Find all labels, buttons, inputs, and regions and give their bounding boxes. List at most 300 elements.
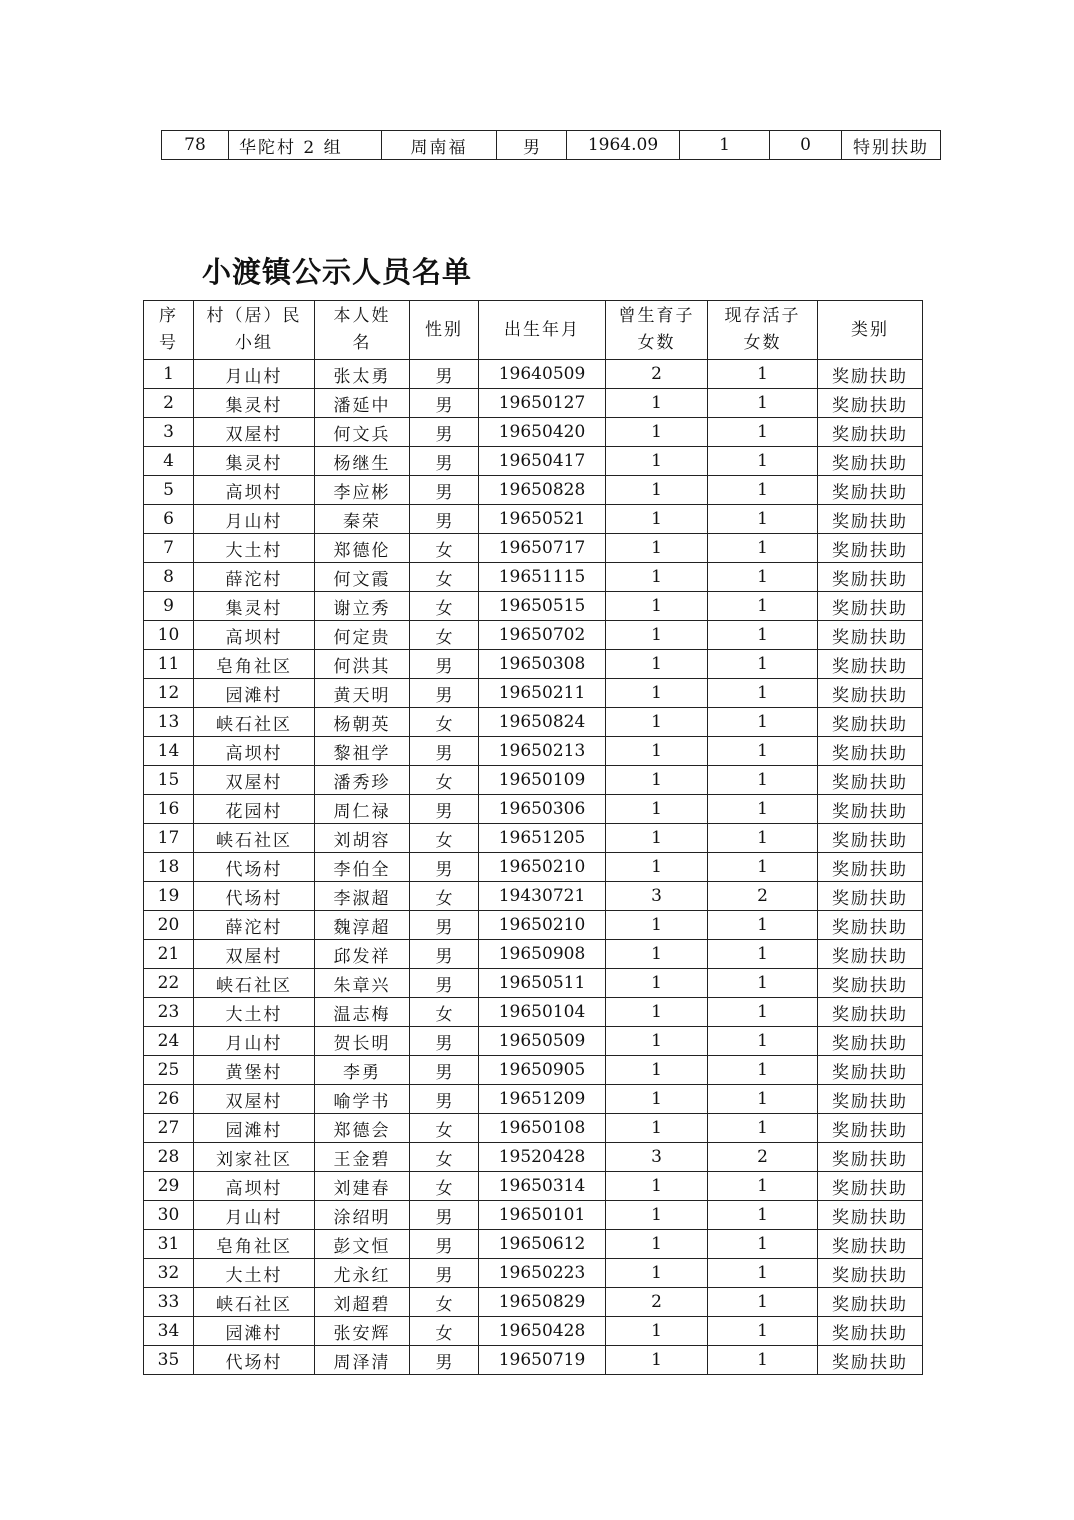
table-row [144,1346,923,1375]
cell-name: 何洪其 [315,650,410,679]
cell-living: 2 [708,1143,818,1172]
cell-born: 1 [606,1201,708,1230]
cell-living: 1 [708,708,818,737]
cell-no: 19 [144,882,194,911]
table-row [144,708,923,737]
cell-category: 奖励扶助 [818,911,923,940]
cell-gender: 男 [410,795,479,824]
table-row [144,360,923,389]
table-row [144,1056,923,1085]
cell-birth: 19650109 [479,766,606,795]
cell-born: 1 [606,969,708,998]
cell-living: 1 [708,1259,818,1288]
cell-category: 奖励扶助 [818,853,923,882]
cell-name: 何文霞 [315,563,410,592]
cell-gender: 女 [410,1143,479,1172]
cell-gender: 男 [410,418,479,447]
table-row [144,1259,923,1288]
cell-village: 月山村 [194,1201,315,1230]
cell-living: 1 [708,476,818,505]
cell-name: 杨朝英 [315,708,410,737]
cell-village: 峡石社区 [194,708,315,737]
cell-living: 1 [708,389,818,418]
cell-living: 1 [708,1201,818,1230]
table-row [144,563,923,592]
cell-birth: 19650211 [479,679,606,708]
cell-gender: 女 [410,621,479,650]
cell-born: 1 [606,911,708,940]
cell-no: 8 [144,563,194,592]
cell-name: 喻学书 [315,1085,410,1114]
cell-born: 1 [606,1172,708,1201]
cell-gender: 男 [410,1346,479,1375]
cell-born: 1 [606,824,708,853]
cell-birth: 19640509 [479,360,606,389]
cell-name: 周南福 [382,131,497,160]
cell-birth: 19651209 [479,1085,606,1114]
table-row [144,1317,923,1346]
cell-living: 1 [708,911,818,940]
cell-category: 奖励扶助 [818,795,923,824]
cell-name: 李应彬 [315,476,410,505]
cell-no: 16 [144,795,194,824]
previous-page-table [161,130,941,160]
cell-gender: 女 [410,766,479,795]
cell-no: 78 [162,131,229,160]
cell-no: 14 [144,737,194,766]
cell-living: 1 [708,1172,818,1201]
cell-category: 奖励扶助 [818,592,923,621]
cell-category: 奖励扶助 [818,1056,923,1085]
cell-gender: 男 [410,853,479,882]
table-row [144,1172,923,1201]
cell-born: 1 [606,563,708,592]
cell-name: 黄天明 [315,679,410,708]
cell-born: 1 [606,998,708,1027]
cell-gender: 女 [410,1317,479,1346]
cell-village: 代场村 [194,1346,315,1375]
cell-gender: 男 [497,131,567,160]
cell-birth: 19650308 [479,650,606,679]
cell-no: 7 [144,534,194,563]
cell-born: 1 [606,447,708,476]
cell-village: 皂角社区 [194,1230,315,1259]
cell-no: 28 [144,1143,194,1172]
cell-village: 集灵村 [194,592,315,621]
table-row [144,592,923,621]
cell-living: 1 [708,1317,818,1346]
cell-gender: 男 [410,650,479,679]
cell-name: 潘延中 [315,389,410,418]
cell-no: 10 [144,621,194,650]
cell-village: 双屋村 [194,940,315,969]
cell-no: 32 [144,1259,194,1288]
cell-category: 奖励扶助 [818,389,923,418]
cell-village: 黄堡村 [194,1056,315,1085]
cell-living: 1 [708,1027,818,1056]
page-title: 小渡镇公示人员名单 [202,255,473,289]
cell-category: 奖励扶助 [818,940,923,969]
cell-name: 郑德会 [315,1114,410,1143]
cell-birth: 19650223 [479,1259,606,1288]
cell-name: 郑德伦 [315,534,410,563]
cell-village: 月山村 [194,1027,315,1056]
cell-gender: 女 [410,708,479,737]
cell-village: 峡石社区 [194,824,315,853]
cell-born: 1 [606,1027,708,1056]
cell-no: 24 [144,1027,194,1056]
cell-born: 1 [606,679,708,708]
cell-name: 李伯全 [315,853,410,882]
cell-gender: 男 [410,389,479,418]
table-row [144,1114,923,1143]
cell-village: 高坝村 [194,621,315,650]
cell-gender: 男 [410,1056,479,1085]
cell-no: 1 [144,360,194,389]
cell-born: 1 [606,737,708,766]
cell-no: 26 [144,1085,194,1114]
cell-name: 何定贵 [315,621,410,650]
cell-living: 1 [708,505,818,534]
cell-category: 奖励扶助 [818,360,923,389]
cell-village: 集灵村 [194,389,315,418]
cell-category: 奖励扶助 [818,650,923,679]
cell-village: 花园村 [194,795,315,824]
cell-category: 奖励扶助 [818,1346,923,1375]
cell-gender: 男 [410,1230,479,1259]
cell-name: 李勇 [315,1056,410,1085]
cell-living: 1 [708,1230,818,1259]
cell-village: 月山村 [194,505,315,534]
cell-birth: 19650828 [479,476,606,505]
cell-living: 2 [708,882,818,911]
table-row [144,737,923,766]
header-row [144,301,923,360]
cell-living: 1 [708,1056,818,1085]
cell-no: 31 [144,1230,194,1259]
table-row [144,998,923,1027]
cell-birth: 19650210 [479,911,606,940]
cell-no: 20 [144,911,194,940]
cell-name: 张安辉 [315,1317,410,1346]
cell-category: 奖励扶助 [818,1172,923,1201]
cell-name: 杨继生 [315,447,410,476]
cell-birth: 19650509 [479,1027,606,1056]
cell-category: 奖励扶助 [818,1027,923,1056]
cell-born: 1 [606,853,708,882]
cell-living: 1 [708,940,818,969]
cell-birth: 19430721 [479,882,606,911]
cell-no: 9 [144,592,194,621]
cell-no: 29 [144,1172,194,1201]
table-row [144,1201,923,1230]
cell-birth: 19650511 [479,969,606,998]
table-row [144,766,923,795]
cell-village: 高坝村 [194,1172,315,1201]
cell-born: 1 [606,650,708,679]
cell-living: 1 [708,998,818,1027]
cell-birth: 19651115 [479,563,606,592]
cell-no: 23 [144,998,194,1027]
cell-gender: 男 [410,911,479,940]
table-row [144,853,923,882]
cell-no: 34 [144,1317,194,1346]
cell-born: 1 [606,418,708,447]
header-living: 现存活子 女数 [708,301,818,360]
cell-village: 代场村 [194,882,315,911]
cell-village: 双屋村 [194,1085,315,1114]
cell-category: 奖励扶助 [818,998,923,1027]
cell-living: 1 [708,969,818,998]
cell-birth: 19650417 [479,447,606,476]
cell-category: 奖励扶助 [818,505,923,534]
cell-gender: 男 [410,679,479,708]
cell-name: 温志梅 [315,998,410,1027]
cell-name: 朱章兴 [315,969,410,998]
cell-no: 5 [144,476,194,505]
cell-no: 3 [144,418,194,447]
table-row [144,476,923,505]
cell-gender: 女 [410,882,479,911]
cell-category: 奖励扶助 [818,476,923,505]
cell-no: 35 [144,1346,194,1375]
table-row [144,621,923,650]
cell-name: 周泽清 [315,1346,410,1375]
cell-village: 皂角社区 [194,650,315,679]
cell-gender: 男 [410,505,479,534]
cell-category: 奖励扶助 [818,1317,923,1346]
header-birth: 出生年月 [479,301,606,360]
cell-village: 高坝村 [194,737,315,766]
cell-category: 奖励扶助 [818,447,923,476]
cell-village: 峡石社区 [194,1288,315,1317]
cell-birth: 19650521 [479,505,606,534]
cell-category: 奖励扶助 [818,708,923,737]
table-row [144,650,923,679]
cell-gender: 男 [410,447,479,476]
cell-birth: 19650127 [479,389,606,418]
cell-living: 1 [708,1085,818,1114]
cell-village: 大土村 [194,1259,315,1288]
cell-born: 2 [606,1288,708,1317]
cell-category: 奖励扶助 [818,418,923,447]
header-gender: 性别 [410,301,479,360]
cell-category: 奖励扶助 [818,766,923,795]
cell-gender: 男 [410,940,479,969]
cell-born: 1 [606,1114,708,1143]
cell-born: 1 [606,534,708,563]
cell-no: 13 [144,708,194,737]
cell-living: 1 [708,853,818,882]
cell-category: 奖励扶助 [818,737,923,766]
cell-birth: 19650210 [479,853,606,882]
cell-birth: 19650515 [479,592,606,621]
cell-village: 高坝村 [194,476,315,505]
cell-village: 刘家社区 [194,1143,315,1172]
cell-no: 2 [144,389,194,418]
cell-born: 1 [606,592,708,621]
cell-category: 奖励扶助 [818,563,923,592]
cell-birth: 19650101 [479,1201,606,1230]
cell-living: 1 [708,447,818,476]
cell-name: 王金碧 [315,1143,410,1172]
cell-no: 18 [144,853,194,882]
cell-gender: 男 [410,1201,479,1230]
cell-village: 双屋村 [194,418,315,447]
cell-born: 1 [606,1056,708,1085]
cell-category: 奖励扶助 [818,882,923,911]
cell-gender: 男 [410,1085,479,1114]
cell-category: 奖励扶助 [818,1143,923,1172]
cell-village: 园滩村 [194,679,315,708]
cell-living: 0 [770,131,842,160]
cell-category: 奖励扶助 [818,824,923,853]
table-row [144,389,923,418]
cell-gender: 女 [410,998,479,1027]
cell-village: 薛沱村 [194,911,315,940]
cell-birth: 19650420 [479,418,606,447]
table-row [144,679,923,708]
table-row [144,447,923,476]
header-born: 曾生育子 女数 [606,301,708,360]
cell-category: 奖励扶助 [818,679,923,708]
cell-no: 21 [144,940,194,969]
cell-name: 彭文恒 [315,1230,410,1259]
header-village: 村（居）民 小组 [194,301,315,360]
cell-birth: 19650905 [479,1056,606,1085]
cell-name: 刘建春 [315,1172,410,1201]
cell-village: 峡石社区 [194,969,315,998]
cell-gender: 女 [410,824,479,853]
cell-category: 奖励扶助 [818,969,923,998]
cell-category: 奖励扶助 [818,1230,923,1259]
cell-name: 魏淳超 [315,911,410,940]
cell-birth: 19520428 [479,1143,606,1172]
cell-born: 2 [606,360,708,389]
cell-living: 1 [708,1346,818,1375]
cell-born: 1 [606,476,708,505]
cell-name: 刘超碧 [315,1288,410,1317]
cell-gender: 女 [410,1114,479,1143]
cell-birth: 19650612 [479,1230,606,1259]
cell-name: 邱发祥 [315,940,410,969]
cell-birth: 19651205 [479,824,606,853]
cell-name: 刘胡容 [315,824,410,853]
cell-living: 1 [708,621,818,650]
cell-living: 1 [708,1114,818,1143]
cell-no: 12 [144,679,194,708]
cell-born: 1 [606,940,708,969]
cell-no: 4 [144,447,194,476]
table-row [144,418,923,447]
cell-birth: 19650213 [479,737,606,766]
table-row [144,505,923,534]
cell-birth: 19650719 [479,1346,606,1375]
cell-name: 尤永红 [315,1259,410,1288]
cell-category: 奖励扶助 [818,534,923,563]
cell-gender: 女 [410,563,479,592]
cell-name: 周仁禄 [315,795,410,824]
cell-no: 11 [144,650,194,679]
cell-gender: 女 [410,1288,479,1317]
cell-birth: 19650717 [479,534,606,563]
cell-no: 17 [144,824,194,853]
cell-living: 1 [708,795,818,824]
table-row [144,1230,923,1259]
cell-born: 1 [606,621,708,650]
cell-gender: 男 [410,737,479,766]
cell-gender: 男 [410,1259,479,1288]
cell-living: 1 [708,766,818,795]
cell-no: 25 [144,1056,194,1085]
table-row [144,911,923,940]
cell-village: 园滩村 [194,1317,315,1346]
cell-category: 奖励扶助 [818,621,923,650]
roster-table [143,300,923,1375]
cell-born: 1 [606,795,708,824]
cell-village: 薛沱村 [194,563,315,592]
cell-village: 双屋村 [194,766,315,795]
cell-village: 园滩村 [194,1114,315,1143]
cell-no: 15 [144,766,194,795]
cell-living: 1 [708,534,818,563]
table-row [144,1027,923,1056]
cell-born: 3 [606,1143,708,1172]
cell-no: 30 [144,1201,194,1230]
cell-birth: 19650908 [479,940,606,969]
cell-village: 月山村 [194,360,315,389]
cell-living: 1 [708,650,818,679]
cell-name: 李淑超 [315,882,410,911]
table-row [144,969,923,998]
cell-village: 代场村 [194,853,315,882]
cell-living: 1 [708,418,818,447]
cell-living: 1 [708,679,818,708]
table-row [144,940,923,969]
cell-born: 1 [680,131,770,160]
header-category: 类别 [818,301,923,360]
cell-name: 涂绍明 [315,1201,410,1230]
table-row [144,882,923,911]
cell-name: 贺长明 [315,1027,410,1056]
table-row [144,1085,923,1114]
cell-birth: 19650314 [479,1172,606,1201]
cell-name: 何文兵 [315,418,410,447]
cell-born: 1 [606,766,708,795]
cell-born: 1 [606,1230,708,1259]
table-row [162,131,941,160]
cell-born: 1 [606,505,708,534]
cell-gender: 男 [410,1027,479,1056]
table-row [144,824,923,853]
cell-birth: 19650104 [479,998,606,1027]
cell-gender: 女 [410,534,479,563]
cell-name: 谢立秀 [315,592,410,621]
table-row [144,534,923,563]
cell-birth: 19650829 [479,1288,606,1317]
cell-category: 奖励扶助 [818,1085,923,1114]
cell-category: 奖励扶助 [818,1114,923,1143]
cell-name: 张太勇 [315,360,410,389]
cell-birth: 19650702 [479,621,606,650]
cell-no: 33 [144,1288,194,1317]
table-row [144,1143,923,1172]
table-row [144,1288,923,1317]
cell-born: 1 [606,708,708,737]
header-name: 本人姓 名 [315,301,410,360]
cell-gender: 女 [410,592,479,621]
cell-no: 22 [144,969,194,998]
